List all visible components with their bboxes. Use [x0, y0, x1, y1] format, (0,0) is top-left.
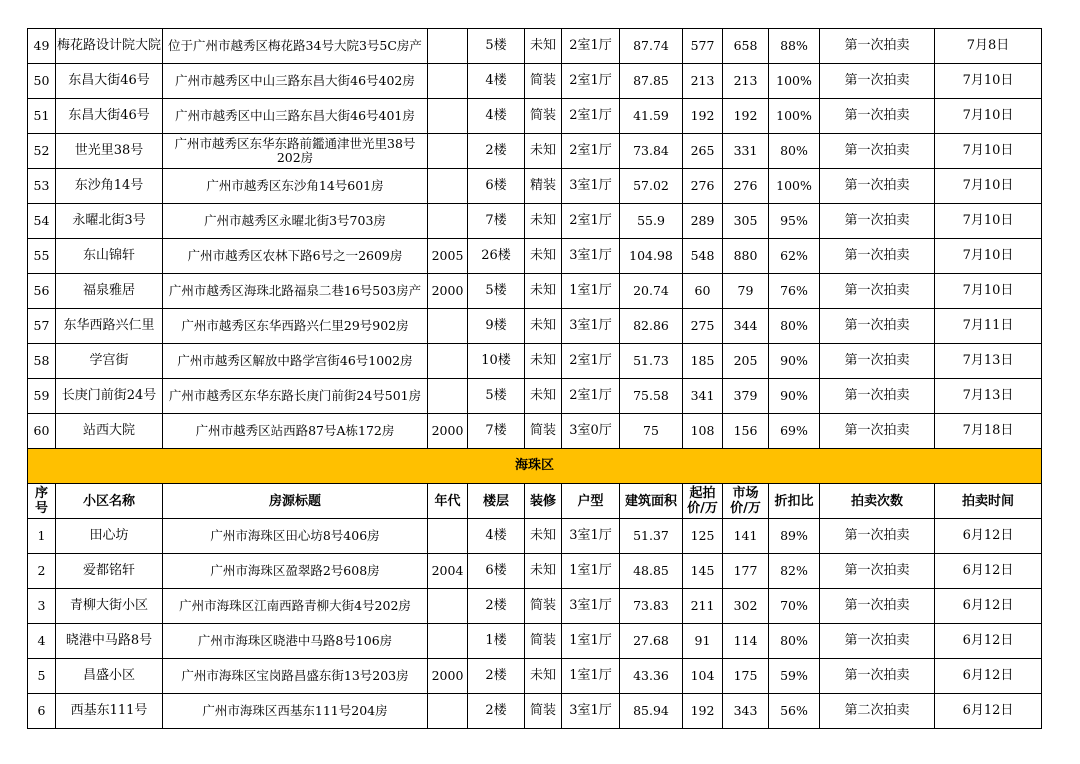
- cell-index: 5: [28, 659, 56, 694]
- cell-floor-area: 51.37: [620, 519, 683, 554]
- cell-market-price: 213: [723, 64, 769, 99]
- cell-auction-round: 第一次拍卖: [820, 379, 935, 414]
- cell-floor-area: 82.86: [620, 309, 683, 344]
- table-row: [28, 414, 1042, 449]
- cell-floor-area: 75: [620, 414, 683, 449]
- cell-auction-date: 7月10日: [935, 204, 1042, 239]
- cell-community-name: 世光里38号: [56, 134, 163, 169]
- cell-starting-price: 108: [683, 414, 723, 449]
- cell-layout: 2室1厅: [562, 344, 620, 379]
- cell-floor: 5楼: [468, 29, 525, 64]
- cell-discount-ratio: 90%: [769, 379, 820, 414]
- cell-starting-price: 104: [683, 659, 723, 694]
- cell-layout: 1室1厅: [562, 624, 620, 659]
- cell-starting-price: 289: [683, 204, 723, 239]
- cell-discount-ratio: 82%: [769, 554, 820, 589]
- cell-listing-title: 广州市海珠区田心坊8号406房: [163, 519, 428, 554]
- cell-build-year: 2000: [428, 659, 468, 694]
- cell-decoration: 未知: [525, 309, 562, 344]
- cell-auction-date: 6月12日: [935, 519, 1042, 554]
- cell-index: 3: [28, 589, 56, 624]
- cell-auction-date: 7月13日: [935, 344, 1042, 379]
- cell-market-price: 344: [723, 309, 769, 344]
- cell-auction-round: 第二次拍卖: [820, 694, 935, 729]
- cell-discount-ratio: 80%: [769, 624, 820, 659]
- cell-listing-title: 广州市越秀区永曜北街3号703房: [163, 204, 428, 239]
- cell-layout: 3室1厅: [562, 519, 620, 554]
- cell-auction-date: 7月13日: [935, 379, 1042, 414]
- cell-decoration: 未知: [525, 134, 562, 169]
- cell-listing-title: 广州市越秀区东华东路前鑑通津世光里38号202房: [163, 134, 428, 169]
- cell-decoration: 简装: [525, 589, 562, 624]
- cell-community-name: 东华西路兴仁里: [56, 309, 163, 344]
- cell-market-price: 302: [723, 589, 769, 624]
- cell-layout: 2室1厅: [562, 134, 620, 169]
- cell-listing-title: 广州市海珠区盈翠路2号608房: [163, 554, 428, 589]
- cell-listing-title: 广州市越秀区农林下路6号之一2609房: [163, 239, 428, 274]
- cell-auction-date: 7月10日: [935, 99, 1042, 134]
- cell-auction-round: 第一次拍卖: [820, 64, 935, 99]
- cell-market-price: 114: [723, 624, 769, 659]
- cell-auction-round: 第一次拍卖: [820, 169, 935, 204]
- cell-discount-ratio: 88%: [769, 29, 820, 64]
- cell-decoration: 未知: [525, 204, 562, 239]
- header-market-price: 市场价/万: [723, 484, 769, 519]
- cell-market-price: 192: [723, 99, 769, 134]
- cell-starting-price: 192: [683, 694, 723, 729]
- cell-auction-round: 第一次拍卖: [820, 659, 935, 694]
- header-discount-ratio: 折扣比: [769, 484, 820, 519]
- cell-community-name: 福泉雅居: [56, 274, 163, 309]
- cell-community-name: 东昌大街46号: [56, 64, 163, 99]
- cell-floor-area: 43.36: [620, 659, 683, 694]
- table-row: [28, 64, 1042, 99]
- cell-auction-round: 第一次拍卖: [820, 99, 935, 134]
- cell-decoration: 简装: [525, 414, 562, 449]
- cell-layout: 2室1厅: [562, 64, 620, 99]
- cell-index: 50: [28, 64, 56, 99]
- cell-starting-price: 145: [683, 554, 723, 589]
- cell-auction-round: 第一次拍卖: [820, 134, 935, 169]
- table-row: [28, 204, 1042, 239]
- header-auction-round: 拍卖次数: [820, 484, 935, 519]
- cell-market-price: 175: [723, 659, 769, 694]
- cell-layout: 1室1厅: [562, 554, 620, 589]
- cell-floor: 2楼: [468, 134, 525, 169]
- cell-market-price: 880: [723, 239, 769, 274]
- cell-starting-price: 265: [683, 134, 723, 169]
- cell-listing-title: 位于广州市越秀区梅花路34号大院3号5C房产: [163, 29, 428, 64]
- cell-discount-ratio: 59%: [769, 659, 820, 694]
- table-row: [28, 274, 1042, 309]
- cell-auction-round: 第一次拍卖: [820, 624, 935, 659]
- cell-community-name: 东昌大街46号: [56, 99, 163, 134]
- cell-index: 60: [28, 414, 56, 449]
- cell-community-name: 学宫街: [56, 344, 163, 379]
- cell-floor: 5楼: [468, 379, 525, 414]
- cell-floor-area: 73.83: [620, 589, 683, 624]
- header-community-name: 小区名称: [56, 484, 163, 519]
- cell-decoration: 简装: [525, 99, 562, 134]
- header-starting-price: 起拍价/万: [683, 484, 723, 519]
- cell-starting-price: 125: [683, 519, 723, 554]
- cell-market-price: 276: [723, 169, 769, 204]
- cell-index: 4: [28, 624, 56, 659]
- cell-floor-area: 85.94: [620, 694, 683, 729]
- cell-layout: 3室0厅: [562, 414, 620, 449]
- cell-decoration: 简装: [525, 694, 562, 729]
- cell-discount-ratio: 80%: [769, 134, 820, 169]
- cell-decoration: 简装: [525, 64, 562, 99]
- cell-listing-title: 广州市越秀区东华西路兴仁里29号902房: [163, 309, 428, 344]
- cell-auction-round: 第一次拍卖: [820, 344, 935, 379]
- cell-floor: 2楼: [468, 589, 525, 624]
- cell-listing-title: 广州市越秀区中山三路东昌大街46号402房: [163, 64, 428, 99]
- cell-community-name: 长庚门前街24号: [56, 379, 163, 414]
- cell-build-year: [428, 694, 468, 729]
- cell-community-name: 西基东111号: [56, 694, 163, 729]
- cell-build-year: [428, 64, 468, 99]
- cell-index: 55: [28, 239, 56, 274]
- cell-index: 59: [28, 379, 56, 414]
- cell-layout: 1室1厅: [562, 659, 620, 694]
- cell-community-name: 东山锦轩: [56, 239, 163, 274]
- cell-discount-ratio: 100%: [769, 99, 820, 134]
- cell-discount-ratio: 100%: [769, 64, 820, 99]
- cell-floor: 4楼: [468, 64, 525, 99]
- cell-listing-title: 广州市海珠区西基东111号204房: [163, 694, 428, 729]
- table-row: [28, 519, 1042, 554]
- cell-build-year: [428, 624, 468, 659]
- cell-index: 56: [28, 274, 56, 309]
- cell-layout: 2室1厅: [562, 99, 620, 134]
- cell-floor-area: 41.59: [620, 99, 683, 134]
- header-build-year: 年代: [428, 484, 468, 519]
- cell-community-name: 东沙角14号: [56, 169, 163, 204]
- cell-floor: 1楼: [468, 624, 525, 659]
- cell-build-year: [428, 379, 468, 414]
- cell-discount-ratio: 95%: [769, 204, 820, 239]
- cell-community-name: 青柳大街小区: [56, 589, 163, 624]
- cell-floor-area: 48.85: [620, 554, 683, 589]
- cell-starting-price: 91: [683, 624, 723, 659]
- cell-auction-date: 7月8日: [935, 29, 1042, 64]
- cell-layout: 2室1厅: [562, 379, 620, 414]
- cell-listing-title: 广州市越秀区东沙角14号601房: [163, 169, 428, 204]
- cell-auction-round: 第一次拍卖: [820, 274, 935, 309]
- cell-decoration: 未知: [525, 29, 562, 64]
- cell-community-name: 爱都铭轩: [56, 554, 163, 589]
- cell-starting-price: 192: [683, 99, 723, 134]
- cell-floor-area: 20.74: [620, 274, 683, 309]
- cell-floor: 4楼: [468, 99, 525, 134]
- table-row: [28, 169, 1042, 204]
- cell-listing-title: 广州市海珠区宝岗路昌盛东街13号203房: [163, 659, 428, 694]
- cell-community-name: 梅花路设计院大院: [56, 29, 163, 64]
- cell-discount-ratio: 90%: [769, 344, 820, 379]
- cell-discount-ratio: 69%: [769, 414, 820, 449]
- cell-decoration: 简装: [525, 624, 562, 659]
- cell-discount-ratio: 62%: [769, 239, 820, 274]
- cell-auction-date: 6月12日: [935, 589, 1042, 624]
- cell-auction-date: 6月12日: [935, 659, 1042, 694]
- cell-auction-round: 第一次拍卖: [820, 519, 935, 554]
- table-row: [28, 659, 1042, 694]
- header-auction-date: 拍卖时间: [935, 484, 1042, 519]
- cell-build-year: [428, 99, 468, 134]
- table-row: [28, 309, 1042, 344]
- cell-index: 54: [28, 204, 56, 239]
- cell-index: 2: [28, 554, 56, 589]
- table-row: [28, 134, 1042, 169]
- cell-community-name: 晓港中马路8号: [56, 624, 163, 659]
- section-title: 海珠区: [28, 449, 1042, 484]
- cell-layout: 3室1厅: [562, 239, 620, 274]
- cell-floor: 7楼: [468, 204, 525, 239]
- table-row: [28, 694, 1042, 729]
- cell-market-price: 331: [723, 134, 769, 169]
- table-row: [28, 379, 1042, 414]
- cell-floor: 7楼: [468, 414, 525, 449]
- cell-decoration: 未知: [525, 519, 562, 554]
- cell-auction-round: 第一次拍卖: [820, 589, 935, 624]
- cell-layout: 3室1厅: [562, 694, 620, 729]
- cell-build-year: [428, 134, 468, 169]
- cell-index: 53: [28, 169, 56, 204]
- yuexiu-section-rows: [28, 29, 1042, 449]
- cell-market-price: 177: [723, 554, 769, 589]
- cell-auction-date: 7月10日: [935, 134, 1042, 169]
- cell-auction-date: 7月10日: [935, 274, 1042, 309]
- cell-build-year: 2005: [428, 239, 468, 274]
- cell-auction-date: 6月12日: [935, 694, 1042, 729]
- table-row: [28, 239, 1042, 274]
- cell-auction-date: 6月12日: [935, 554, 1042, 589]
- cell-floor: 4楼: [468, 519, 525, 554]
- cell-auction-date: 7月11日: [935, 309, 1042, 344]
- cell-build-year: 2000: [428, 274, 468, 309]
- cell-community-name: 站西大院: [56, 414, 163, 449]
- cell-floor-area: 104.98: [620, 239, 683, 274]
- cell-market-price: 379: [723, 379, 769, 414]
- cell-auction-date: 7月18日: [935, 414, 1042, 449]
- cell-auction-round: 第一次拍卖: [820, 309, 935, 344]
- cell-build-year: [428, 309, 468, 344]
- cell-market-price: 141: [723, 519, 769, 554]
- cell-community-name: 昌盛小区: [56, 659, 163, 694]
- cell-market-price: 658: [723, 29, 769, 64]
- cell-decoration: 未知: [525, 274, 562, 309]
- cell-listing-title: 广州市越秀区东华东路长庚门前街24号501房: [163, 379, 428, 414]
- table-row: [28, 29, 1042, 64]
- cell-build-year: [428, 29, 468, 64]
- column-header-row: [28, 484, 1042, 519]
- cell-layout: 3室1厅: [562, 589, 620, 624]
- cell-market-price: 305: [723, 204, 769, 239]
- cell-starting-price: 211: [683, 589, 723, 624]
- cell-floor-area: 55.9: [620, 204, 683, 239]
- cell-listing-title: 广州市越秀区海珠北路福泉二巷16号503房产: [163, 274, 428, 309]
- cell-auction-date: 6月12日: [935, 624, 1042, 659]
- cell-build-year: 2004: [428, 554, 468, 589]
- cell-market-price: 205: [723, 344, 769, 379]
- cell-floor-area: 51.73: [620, 344, 683, 379]
- header-decoration: 装修: [525, 484, 562, 519]
- cell-floor-area: 87.74: [620, 29, 683, 64]
- header-layout: 户型: [562, 484, 620, 519]
- table-row: [28, 624, 1042, 659]
- cell-index: 1: [28, 519, 56, 554]
- cell-discount-ratio: 89%: [769, 519, 820, 554]
- cell-starting-price: 577: [683, 29, 723, 64]
- haizhu-section: [28, 449, 1042, 519]
- cell-community-name: 永曜北街3号: [56, 204, 163, 239]
- cell-listing-title: 广州市海珠区江南西路青柳大街4号202房: [163, 589, 428, 624]
- cell-community-name: 田心坊: [56, 519, 163, 554]
- cell-market-price: 79: [723, 274, 769, 309]
- table-row: [28, 589, 1042, 624]
- cell-starting-price: 548: [683, 239, 723, 274]
- cell-floor-area: 87.85: [620, 64, 683, 99]
- cell-market-price: 343: [723, 694, 769, 729]
- table-row: [28, 554, 1042, 589]
- cell-auction-round: 第一次拍卖: [820, 414, 935, 449]
- cell-starting-price: 213: [683, 64, 723, 99]
- cell-floor: 5楼: [468, 274, 525, 309]
- cell-decoration: 未知: [525, 379, 562, 414]
- cell-starting-price: 60: [683, 274, 723, 309]
- cell-build-year: 2000: [428, 414, 468, 449]
- cell-floor-area: 27.68: [620, 624, 683, 659]
- cell-index: 51: [28, 99, 56, 134]
- cell-discount-ratio: 100%: [769, 169, 820, 204]
- cell-auction-round: 第一次拍卖: [820, 239, 935, 274]
- cell-auction-round: 第一次拍卖: [820, 554, 935, 589]
- cell-floor-area: 75.58: [620, 379, 683, 414]
- header-listing-title: 房源标题: [163, 484, 428, 519]
- cell-layout: 1室1厅: [562, 274, 620, 309]
- cell-market-price: 156: [723, 414, 769, 449]
- cell-discount-ratio: 76%: [769, 274, 820, 309]
- cell-layout: 2室1厅: [562, 29, 620, 64]
- cell-floor: 10楼: [468, 344, 525, 379]
- cell-floor: 9楼: [468, 309, 525, 344]
- cell-decoration: 未知: [525, 659, 562, 694]
- cell-floor-area: 73.84: [620, 134, 683, 169]
- cell-listing-title: 广州市越秀区解放中路学宫街46号1002房: [163, 344, 428, 379]
- cell-listing-title: 广州市越秀区站西路87号A栋172房: [163, 414, 428, 449]
- cell-layout: 3室1厅: [562, 309, 620, 344]
- auction-listing-table: [27, 28, 1042, 729]
- cell-discount-ratio: 70%: [769, 589, 820, 624]
- cell-discount-ratio: 56%: [769, 694, 820, 729]
- cell-build-year: [428, 344, 468, 379]
- header-floor-area: 建筑面积: [620, 484, 683, 519]
- cell-starting-price: 185: [683, 344, 723, 379]
- cell-auction-date: 7月10日: [935, 64, 1042, 99]
- cell-listing-title: 广州市海珠区晓港中马路8号106房: [163, 624, 428, 659]
- cell-starting-price: 275: [683, 309, 723, 344]
- cell-auction-date: 7月10日: [935, 169, 1042, 204]
- cell-build-year: [428, 519, 468, 554]
- cell-auction-date: 7月10日: [935, 239, 1042, 274]
- cell-decoration: 未知: [525, 344, 562, 379]
- cell-starting-price: 341: [683, 379, 723, 414]
- cell-auction-round: 第一次拍卖: [820, 204, 935, 239]
- haizhu-section-rows: [28, 519, 1042, 729]
- cell-index: 58: [28, 344, 56, 379]
- header-index: 序号: [28, 484, 56, 519]
- cell-decoration: 未知: [525, 554, 562, 589]
- cell-decoration: 未知: [525, 239, 562, 274]
- cell-listing-title: 广州市越秀区中山三路东昌大街46号401房: [163, 99, 428, 134]
- cell-floor: 6楼: [468, 169, 525, 204]
- cell-build-year: [428, 169, 468, 204]
- header-floor: 楼层: [468, 484, 525, 519]
- cell-starting-price: 276: [683, 169, 723, 204]
- cell-discount-ratio: 80%: [769, 309, 820, 344]
- cell-floor: 26楼: [468, 239, 525, 274]
- cell-index: 49: [28, 29, 56, 64]
- cell-floor-area: 57.02: [620, 169, 683, 204]
- cell-layout: 3室1厅: [562, 169, 620, 204]
- cell-build-year: [428, 204, 468, 239]
- cell-index: 52: [28, 134, 56, 169]
- cell-index: 6: [28, 694, 56, 729]
- table-row: [28, 344, 1042, 379]
- cell-layout: 2室1厅: [562, 204, 620, 239]
- table-row: [28, 99, 1042, 134]
- cell-floor: 6楼: [468, 554, 525, 589]
- cell-index: 57: [28, 309, 56, 344]
- cell-floor: 2楼: [468, 694, 525, 729]
- cell-decoration: 精装: [525, 169, 562, 204]
- cell-build-year: [428, 589, 468, 624]
- cell-floor: 2楼: [468, 659, 525, 694]
- cell-auction-round: 第一次拍卖: [820, 29, 935, 64]
- section-header-row: [28, 449, 1042, 484]
